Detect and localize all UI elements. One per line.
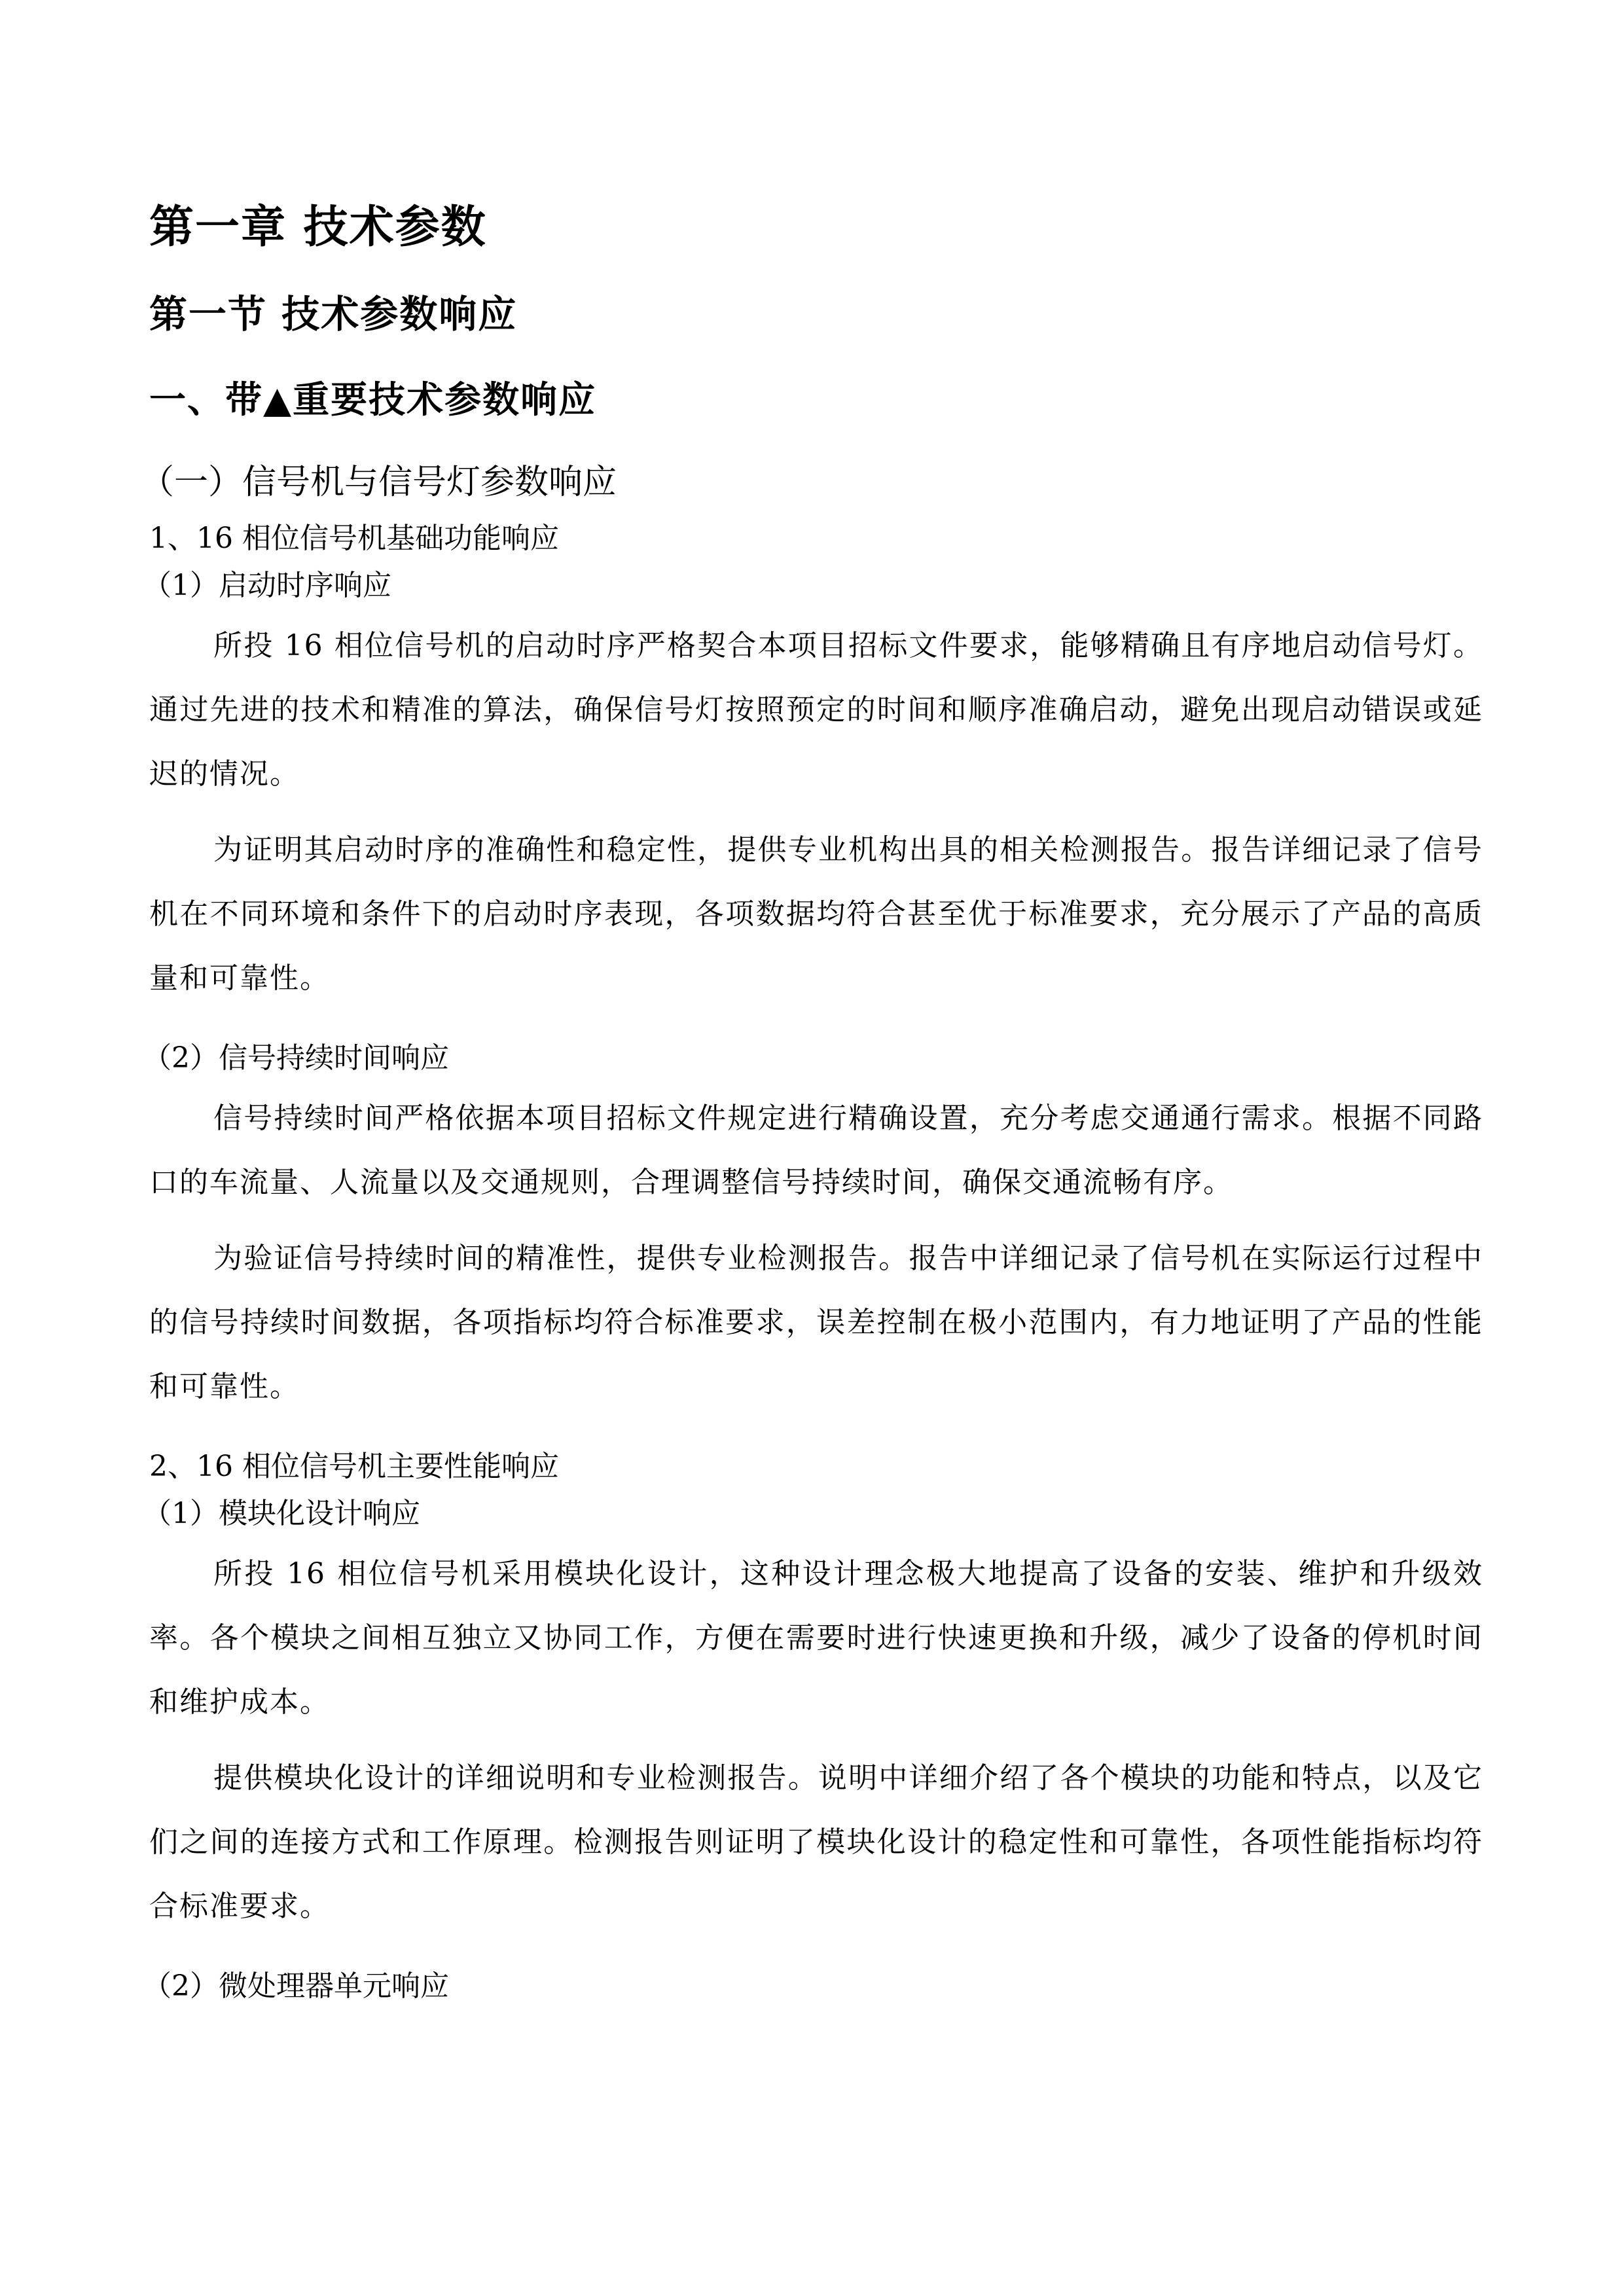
item-heading: 2、16 相位信号机主要性能响应 xyxy=(149,1450,559,1483)
paragraph: 所投 16 相位信号机的启动时序严格契合本项目招标文件要求，能够精确且有序地启动信号灯。通过先进的技术和精准的算法，确保信号灯按照预定的时间和顺序准确启动，避免出现启动错误或延迟的情况。 xyxy=(149,629,1483,791)
subitem-heading: （2）信号持续时间响应 xyxy=(143,1041,449,1075)
paragraph: 信号持续时间严格依据本项目招标文件规定进行精确设置，充分考虑交通通行需求。根据不同路口的车流量、人流量以及交通规则，合理调整信号持续时间，确保交通流畅有序。 xyxy=(149,1102,1483,1199)
paragraph: 提供模块化设计的详细说明和专业检测报告。说明中详细介绍了各个模块的功能和特点，以及它们之间的连接方式和工作原理。检测报告则证明了模块化设计的稳定性和可靠性，各项性能指标均符合标准要求。 xyxy=(149,1761,1483,1923)
subitem-heading: （2）微处理器单元响应 xyxy=(143,1969,449,2003)
paragraph: 所投 16 相位信号机采用模块化设计，这种设计理念极大地提高了设备的安装、维护和升级效率。各个模块之间相互独立又协同工作，方便在需要时进行快速更换和升级，减少了设备的停机时间和维护成本。 xyxy=(149,1557,1483,1719)
subitem-heading: （1）启动时序响应 xyxy=(143,569,391,602)
subitem-heading: （1）模块化设计响应 xyxy=(143,1497,420,1530)
section-title: 第一节 技术参数响应 xyxy=(149,292,518,336)
part-title: （一）信号机与信号灯参数响应 xyxy=(140,463,617,502)
paragraph: 为证明其启动时序的准确性和稳定性，提供专业机构出具的相关检测报告。报告详细记录了信号机在不同环境和条件下的启动时序表现，各项数据均符合甚至优于标准要求，充分展示了产品的高质量和可靠性。 xyxy=(149,833,1483,995)
paragraph: 为验证信号持续时间的精准性，提供专业检测报告。报告中详细记录了信号机在实际运行过程中的信号持续时间数据，各项指标均符合标准要求，误差控制在极小范围内，有力地证明了产品的性能和可靠性。 xyxy=(149,1242,1483,1403)
item-heading: 1、16 相位信号机基础功能响应 xyxy=(149,522,559,555)
subsection-title: 一、带▲重要技术参数响应 xyxy=(149,379,597,422)
document-page xyxy=(140,196,1483,2015)
chapter-title: 第一章 技术参数 xyxy=(149,202,487,253)
